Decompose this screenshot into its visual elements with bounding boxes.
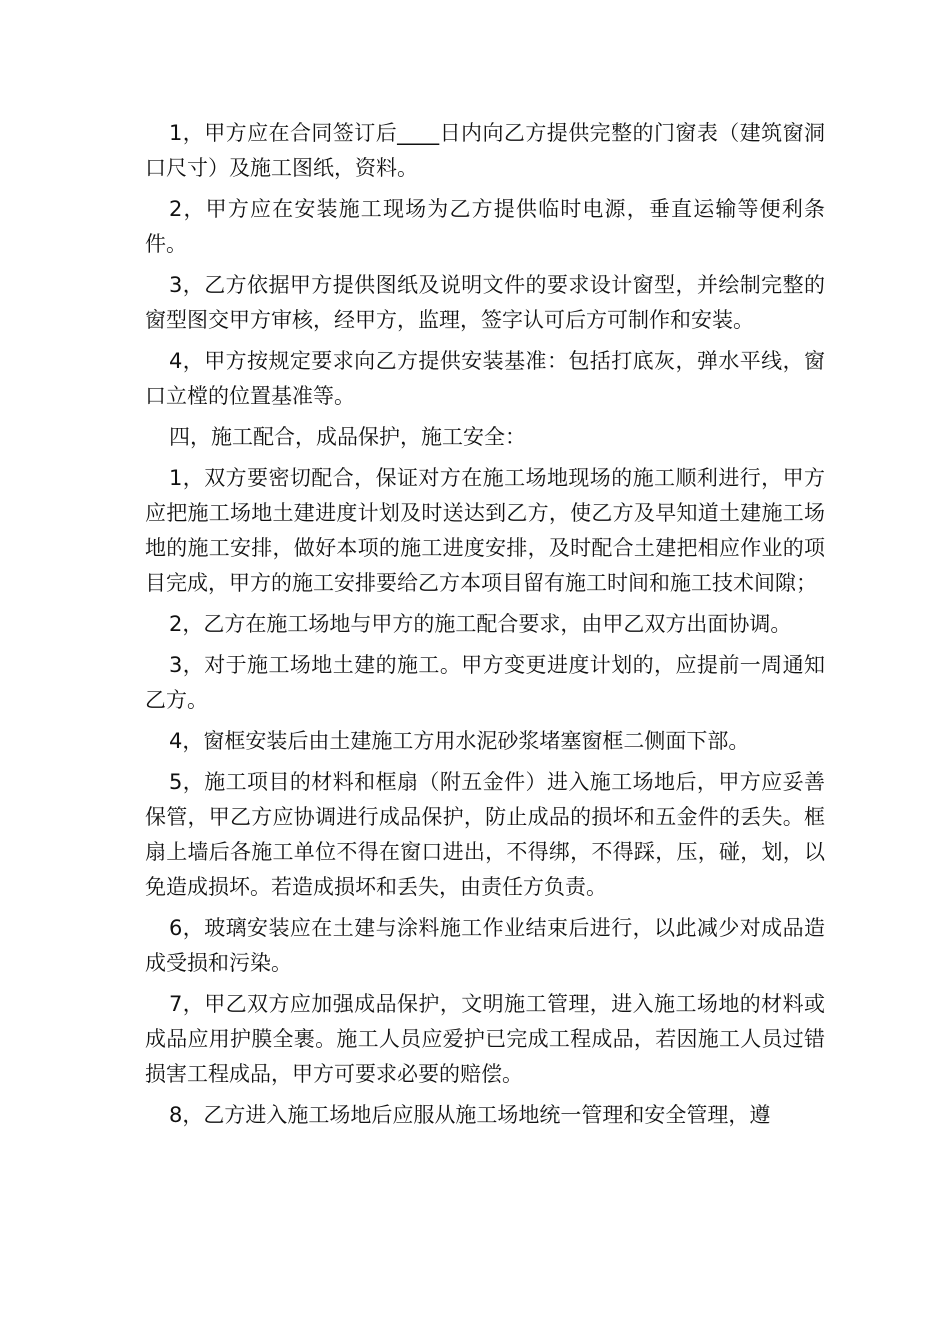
- paragraph-site-management: 8，乙方进入施工场地后应服从施工场地统一管理和安全管理，遵: [169, 1103, 771, 1127]
- paragraph-coordination: 2，乙方在施工场地与甲方的施工配合要求，由甲乙双方出面协调。: [169, 612, 792, 636]
- paragraph-party-b-design-windows: 3，乙方依据甲方提供图纸及说明文件的要求设计窗型，并绘制完整的窗型图交甲方审核，经甲方，监理，签字认可后方可制作和安装。: [145, 273, 825, 332]
- paragraph-party-a-provide-drawings: 1，甲方应在合同签订后____日内向乙方提供完整的门窗表（建筑窗洞口尺寸）及施工图纸，资料。: [145, 121, 825, 180]
- paragraph-product-protection: 7，甲乙双方应加强成品保护，文明施工管理，进入施工场地的材料或成品应用护膜全裹。施工人员应爱护已完成工程成品，若因施工人员过错损害工程成品，甲方可要求必要的赔偿。: [145, 992, 825, 1086]
- paragraph-frame-sealing: 4，窗框安装后由土建施工方用水泥砂浆堵塞窗框二侧面下部。: [169, 729, 750, 753]
- section-heading-cooperation-safety: 四，施工配合，成品保护，施工安全：: [169, 425, 526, 449]
- document-body: [145, 116, 825, 1139]
- paragraph-schedule-change: 3，对于施工场地土建的施工。甲方变更进度计划的，应提前一周通知乙方。: [145, 653, 825, 712]
- paragraph-close-cooperation: 1，双方要密切配合，保证对方在施工场地现场的施工顺利进行，甲方应把施工场地土建进度计划及时送达到乙方，使乙方及早知道土建施工场地的施工安排，做好本项的施工进度安排，及时配合土建把相应作业的项目完成，甲方的施工安排要给乙方本项目留有施工时间和施工技术间隙；: [145, 466, 825, 595]
- paragraph-party-a-provide-power: 2，甲方应在安装施工现场为乙方提供临时电源，垂直运输等便利条件。: [145, 197, 825, 256]
- paragraph-glass-installation: 6，玻璃安装应在土建与涂料施工作业结束后进行，以此减少对成品造成受损和污染。: [145, 916, 825, 975]
- paragraph-materials-protection: 5，施工项目的材料和框扇（附五金件）进入施工场地后，甲方应妥善保管，甲乙方应协调进行成品保护，防止成品的损坏和五金件的丢失。框扇上墙后各施工单位不得在窗口进出，不得绑，不得踩，压，碰，划，以免造成损坏。若造成损坏和丢失，由责任方负责。: [145, 770, 825, 899]
- paragraph-installation-baseline: 4，甲方按规定要求向乙方提供安装基准：包括打底灰，弹水平线，窗口立樘的位置基准等。: [145, 349, 825, 408]
